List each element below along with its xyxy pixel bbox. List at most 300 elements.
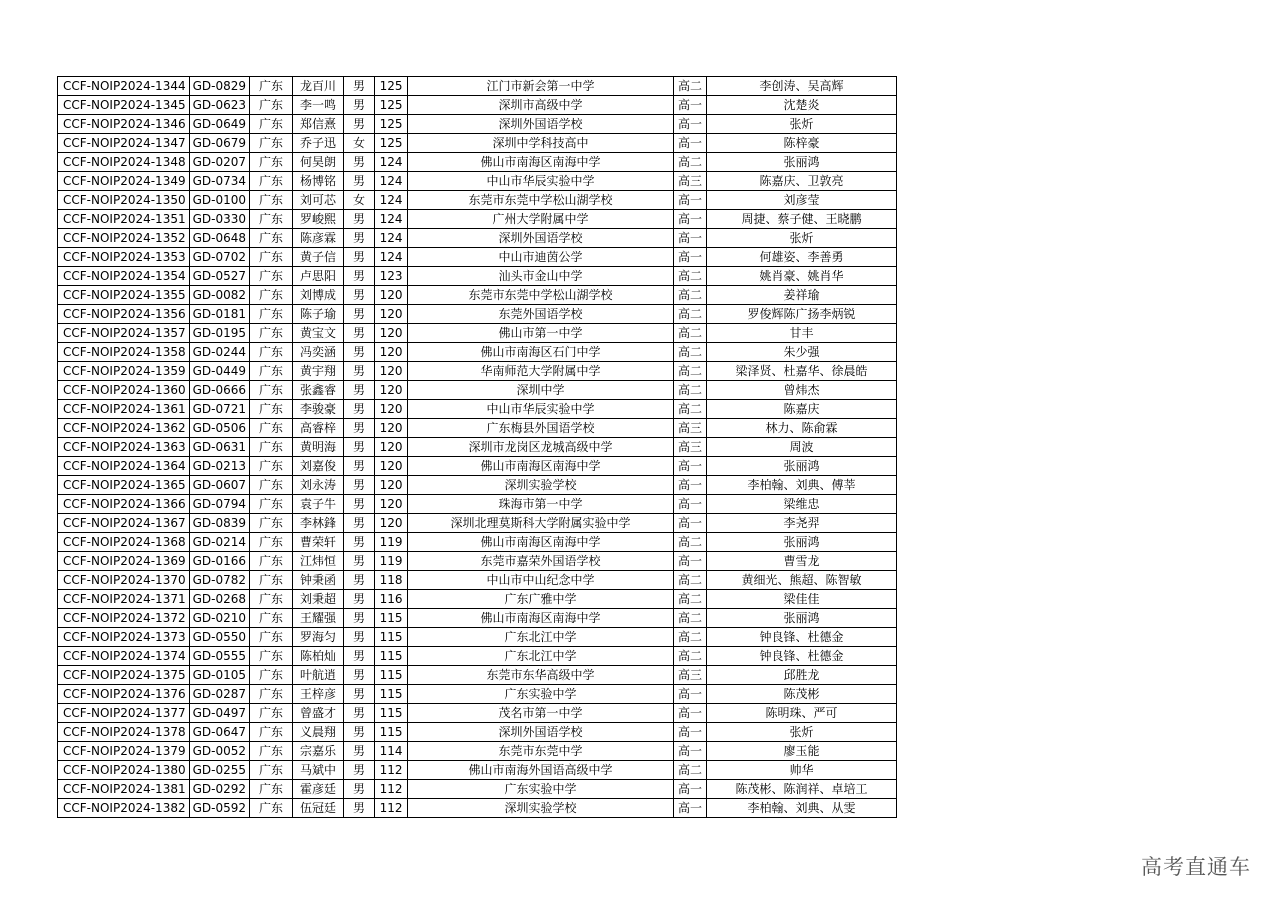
cell-score: 120 — [375, 495, 408, 514]
cell-name: 黄宇翔 — [293, 362, 344, 381]
table-row — [58, 609, 897, 628]
cell-name: 张鑫睿 — [293, 381, 344, 400]
cell-name: 陈柏灿 — [293, 647, 344, 666]
cell-school: 佛山市第一中学 — [408, 324, 674, 343]
cell-province: 广东 — [250, 723, 293, 742]
cell-registration-code: GD-0666 — [189, 381, 249, 400]
cell-registration-code: GD-0829 — [189, 77, 249, 96]
cell-participant-id: CCF-NOIP2024-1375 — [58, 666, 190, 685]
cell-gender: 男 — [344, 96, 375, 115]
cell-grade: 高一 — [674, 96, 707, 115]
cell-school: 深圳市龙岗区龙城高级中学 — [408, 438, 674, 457]
cell-province: 广东 — [250, 761, 293, 780]
cell-name: 江炜恒 — [293, 552, 344, 571]
cell-gender: 女 — [344, 134, 375, 153]
cell-name: 卢思阳 — [293, 267, 344, 286]
cell-gender: 男 — [344, 552, 375, 571]
table-row — [58, 324, 897, 343]
table-row — [58, 742, 897, 761]
cell-school: 珠海市第一中学 — [408, 495, 674, 514]
cell-coach: 梁泽贤、杜嘉华、徐晨皓 — [707, 362, 897, 381]
cell-grade: 高三 — [674, 438, 707, 457]
cell-gender: 男 — [344, 704, 375, 723]
cell-gender: 男 — [344, 343, 375, 362]
cell-participant-id: CCF-NOIP2024-1376 — [58, 685, 190, 704]
watermark-text: 高考直通车 — [1141, 855, 1251, 879]
cell-name: 曹荣轩 — [293, 533, 344, 552]
cell-gender: 男 — [344, 324, 375, 343]
cell-coach: 黄细光、熊超、陈智敏 — [707, 571, 897, 590]
cell-province: 广东 — [250, 210, 293, 229]
cell-participant-id: CCF-NOIP2024-1352 — [58, 229, 190, 248]
cell-school: 深圳中学科技高中 — [408, 134, 674, 153]
cell-coach: 陈嘉庆 — [707, 400, 897, 419]
cell-coach: 刘彦莹 — [707, 191, 897, 210]
cell-coach: 罗俊辉陈广扬李炳锐 — [707, 305, 897, 324]
cell-gender: 男 — [344, 229, 375, 248]
cell-name: 陈子瑜 — [293, 305, 344, 324]
table-row — [58, 647, 897, 666]
cell-grade: 高二 — [674, 77, 707, 96]
cell-coach: 沈楚炎 — [707, 96, 897, 115]
cell-name: 李林鋒 — [293, 514, 344, 533]
table-row — [58, 267, 897, 286]
cell-registration-code: GD-0497 — [189, 704, 249, 723]
cell-grade: 高一 — [674, 780, 707, 799]
cell-school: 东莞市东莞中学松山湖学校 — [408, 191, 674, 210]
cell-grade: 高二 — [674, 153, 707, 172]
table-row — [58, 704, 897, 723]
cell-participant-id: CCF-NOIP2024-1344 — [58, 77, 190, 96]
cell-score: 118 — [375, 571, 408, 590]
cell-coach: 钟良锋、杜德金 — [707, 647, 897, 666]
cell-gender: 男 — [344, 780, 375, 799]
cell-gender: 男 — [344, 77, 375, 96]
cell-name: 曾盛才 — [293, 704, 344, 723]
table-row — [58, 799, 897, 818]
cell-name: 刘秉超 — [293, 590, 344, 609]
cell-gender: 男 — [344, 742, 375, 761]
cell-coach: 梁佳佳 — [707, 590, 897, 609]
cell-coach: 梁维忠 — [707, 495, 897, 514]
cell-school: 佛山市南海区南海中学 — [408, 533, 674, 552]
results-table-body — [58, 77, 897, 818]
cell-school: 中山市华辰实验中学 — [408, 172, 674, 191]
cell-gender: 男 — [344, 761, 375, 780]
cell-province: 广东 — [250, 400, 293, 419]
cell-school: 东莞外国语学校 — [408, 305, 674, 324]
cell-name: 郑信熹 — [293, 115, 344, 134]
cell-registration-code: GD-0550 — [189, 628, 249, 647]
cell-gender: 男 — [344, 628, 375, 647]
cell-province: 广东 — [250, 191, 293, 210]
cell-school: 广东梅县外国语学校 — [408, 419, 674, 438]
cell-registration-code: GD-0592 — [189, 799, 249, 818]
cell-coach: 姜祥瑜 — [707, 286, 897, 305]
cell-participant-id: CCF-NOIP2024-1373 — [58, 628, 190, 647]
cell-registration-code: GD-0607 — [189, 476, 249, 495]
cell-score: 120 — [375, 286, 408, 305]
cell-participant-id: CCF-NOIP2024-1365 — [58, 476, 190, 495]
table-row — [58, 77, 897, 96]
table-row — [58, 96, 897, 115]
cell-province: 广东 — [250, 476, 293, 495]
cell-score: 125 — [375, 96, 408, 115]
table-row — [58, 761, 897, 780]
cell-school: 佛山市南海区南海中学 — [408, 609, 674, 628]
cell-participant-id: CCF-NOIP2024-1355 — [58, 286, 190, 305]
cell-coach: 张丽鸿 — [707, 609, 897, 628]
cell-grade: 高二 — [674, 647, 707, 666]
cell-registration-code: GD-0207 — [189, 153, 249, 172]
table-row — [58, 476, 897, 495]
cell-gender: 男 — [344, 571, 375, 590]
table-row — [58, 685, 897, 704]
cell-coach: 周捷、蔡子健、王晓鹏 — [707, 210, 897, 229]
cell-coach: 陈嘉庆、卫敦亮 — [707, 172, 897, 191]
cell-school: 深圳中学 — [408, 381, 674, 400]
cell-registration-code: GD-0721 — [189, 400, 249, 419]
cell-grade: 高三 — [674, 419, 707, 438]
cell-coach: 张丽鸿 — [707, 533, 897, 552]
cell-school: 佛山市南海外国语高级中学 — [408, 761, 674, 780]
cell-province: 广东 — [250, 419, 293, 438]
cell-name: 李一鸣 — [293, 96, 344, 115]
cell-name: 黄明海 — [293, 438, 344, 457]
cell-score: 123 — [375, 267, 408, 286]
table-row — [58, 115, 897, 134]
cell-name: 杨博铭 — [293, 172, 344, 191]
cell-score: 120 — [375, 438, 408, 457]
cell-province: 广东 — [250, 685, 293, 704]
cell-registration-code: GD-0649 — [189, 115, 249, 134]
cell-province: 广东 — [250, 628, 293, 647]
cell-registration-code: GD-0082 — [189, 286, 249, 305]
table-row — [58, 153, 897, 172]
cell-score: 114 — [375, 742, 408, 761]
table-row — [58, 457, 897, 476]
cell-gender: 男 — [344, 419, 375, 438]
cell-coach: 陈明珠、严可 — [707, 704, 897, 723]
cell-province: 广东 — [250, 609, 293, 628]
cell-grade: 高二 — [674, 571, 707, 590]
cell-province: 广东 — [250, 248, 293, 267]
cell-grade: 高二 — [674, 362, 707, 381]
cell-gender: 男 — [344, 533, 375, 552]
cell-province: 广东 — [250, 799, 293, 818]
cell-coach: 姚肖豪、姚肖华 — [707, 267, 897, 286]
cell-name: 钟秉函 — [293, 571, 344, 590]
cell-gender: 男 — [344, 381, 375, 400]
cell-province: 广东 — [250, 780, 293, 799]
cell-participant-id: CCF-NOIP2024-1369 — [58, 552, 190, 571]
cell-grade: 高一 — [674, 248, 707, 267]
table-row — [58, 495, 897, 514]
cell-name: 义晨翔 — [293, 723, 344, 742]
cell-score: 115 — [375, 723, 408, 742]
cell-school: 佛山市南海区南海中学 — [408, 153, 674, 172]
cell-score: 120 — [375, 400, 408, 419]
cell-registration-code: GD-0244 — [189, 343, 249, 362]
cell-province: 广东 — [250, 229, 293, 248]
cell-registration-code: GD-0527 — [189, 267, 249, 286]
cell-participant-id: CCF-NOIP2024-1356 — [58, 305, 190, 324]
table-row — [58, 286, 897, 305]
cell-name: 宗嘉乐 — [293, 742, 344, 761]
cell-province: 广东 — [250, 381, 293, 400]
cell-province: 广东 — [250, 324, 293, 343]
cell-province: 广东 — [250, 666, 293, 685]
cell-gender: 男 — [344, 457, 375, 476]
cell-registration-code: GD-0181 — [189, 305, 249, 324]
cell-score: 124 — [375, 229, 408, 248]
cell-school: 广东实验中学 — [408, 780, 674, 799]
cell-school: 东莞市东莞中学 — [408, 742, 674, 761]
cell-name: 刘永涛 — [293, 476, 344, 495]
cell-province: 广东 — [250, 77, 293, 96]
cell-score: 125 — [375, 115, 408, 134]
cell-grade: 高二 — [674, 381, 707, 400]
table-row — [58, 590, 897, 609]
cell-grade: 高一 — [674, 229, 707, 248]
cell-province: 广东 — [250, 457, 293, 476]
cell-gender: 男 — [344, 400, 375, 419]
cell-gender: 男 — [344, 286, 375, 305]
cell-school: 广东实验中学 — [408, 685, 674, 704]
cell-score: 124 — [375, 191, 408, 210]
cell-name: 李骏豪 — [293, 400, 344, 419]
cell-registration-code: GD-0647 — [189, 723, 249, 742]
cell-school: 江门市新会第一中学 — [408, 77, 674, 96]
cell-registration-code: GD-0105 — [189, 666, 249, 685]
cell-province: 广东 — [250, 742, 293, 761]
cell-participant-id: CCF-NOIP2024-1366 — [58, 495, 190, 514]
cell-coach: 张炘 — [707, 229, 897, 248]
cell-grade: 高二 — [674, 761, 707, 780]
cell-school: 深圳实验学校 — [408, 476, 674, 495]
cell-school: 深圳外国语学校 — [408, 723, 674, 742]
cell-coach: 李尧羿 — [707, 514, 897, 533]
cell-grade: 高一 — [674, 704, 707, 723]
cell-province: 广东 — [250, 495, 293, 514]
table-row — [58, 666, 897, 685]
cell-registration-code: GD-0449 — [189, 362, 249, 381]
cell-participant-id: CCF-NOIP2024-1377 — [58, 704, 190, 723]
cell-registration-code: GD-0268 — [189, 590, 249, 609]
cell-name: 冯奕涵 — [293, 343, 344, 362]
cell-grade: 高二 — [674, 305, 707, 324]
cell-participant-id: CCF-NOIP2024-1368 — [58, 533, 190, 552]
cell-coach: 曾炜杰 — [707, 381, 897, 400]
cell-score: 120 — [375, 343, 408, 362]
cell-coach: 李柏翰、刘典、傅莘 — [707, 476, 897, 495]
cell-grade: 高一 — [674, 115, 707, 134]
cell-score: 120 — [375, 419, 408, 438]
results-table — [57, 76, 897, 818]
cell-grade: 高二 — [674, 400, 707, 419]
cell-school: 深圳外国语学校 — [408, 115, 674, 134]
cell-coach: 周波 — [707, 438, 897, 457]
table-row — [58, 210, 897, 229]
cell-name: 陈彦霖 — [293, 229, 344, 248]
cell-grade: 高二 — [674, 343, 707, 362]
cell-school: 深圳北理莫斯科大学附属实验中学 — [408, 514, 674, 533]
cell-grade: 高一 — [674, 685, 707, 704]
table-row — [58, 172, 897, 191]
cell-school: 广州大学附属中学 — [408, 210, 674, 229]
cell-registration-code: GD-0623 — [189, 96, 249, 115]
cell-grade: 高一 — [674, 799, 707, 818]
cell-coach: 朱少强 — [707, 343, 897, 362]
cell-score: 120 — [375, 381, 408, 400]
cell-name: 马斌中 — [293, 761, 344, 780]
cell-school: 汕头市金山中学 — [408, 267, 674, 286]
table-row — [58, 362, 897, 381]
cell-registration-code: GD-0330 — [189, 210, 249, 229]
cell-participant-id: CCF-NOIP2024-1360 — [58, 381, 190, 400]
cell-grade: 高二 — [674, 628, 707, 647]
cell-coach: 陈茂彬 — [707, 685, 897, 704]
cell-gender: 男 — [344, 476, 375, 495]
cell-score: 115 — [375, 647, 408, 666]
table-row — [58, 419, 897, 438]
cell-score: 124 — [375, 248, 408, 267]
cell-grade: 高一 — [674, 514, 707, 533]
cell-grade: 高一 — [674, 552, 707, 571]
cell-name: 高睿梓 — [293, 419, 344, 438]
cell-participant-id: CCF-NOIP2024-1370 — [58, 571, 190, 590]
cell-participant-id: CCF-NOIP2024-1364 — [58, 457, 190, 476]
cell-name: 罗海匀 — [293, 628, 344, 647]
cell-score: 115 — [375, 704, 408, 723]
table-row — [58, 191, 897, 210]
cell-grade: 高一 — [674, 457, 707, 476]
cell-participant-id: CCF-NOIP2024-1371 — [58, 590, 190, 609]
cell-score: 119 — [375, 533, 408, 552]
cell-participant-id: CCF-NOIP2024-1362 — [58, 419, 190, 438]
cell-coach: 林力、陈俞霖 — [707, 419, 897, 438]
cell-coach: 何雄姿、李善勇 — [707, 248, 897, 267]
cell-grade: 高一 — [674, 134, 707, 153]
cell-score: 120 — [375, 476, 408, 495]
cell-gender: 男 — [344, 267, 375, 286]
cell-gender: 男 — [344, 590, 375, 609]
cell-gender: 男 — [344, 172, 375, 191]
table-row — [58, 533, 897, 552]
cell-registration-code: GD-0214 — [189, 533, 249, 552]
cell-score: 115 — [375, 685, 408, 704]
cell-score: 124 — [375, 172, 408, 191]
cell-province: 广东 — [250, 115, 293, 134]
cell-name: 何昊朗 — [293, 153, 344, 172]
cell-gender: 男 — [344, 723, 375, 742]
cell-school: 中山市华辰实验中学 — [408, 400, 674, 419]
table-row — [58, 552, 897, 571]
cell-registration-code: GD-0287 — [189, 685, 249, 704]
cell-registration-code: GD-0631 — [189, 438, 249, 457]
table-row — [58, 229, 897, 248]
table-row — [58, 134, 897, 153]
cell-gender: 男 — [344, 609, 375, 628]
cell-gender: 男 — [344, 647, 375, 666]
cell-participant-id: CCF-NOIP2024-1357 — [58, 324, 190, 343]
cell-coach: 帅华 — [707, 761, 897, 780]
cell-coach: 钟良锋、杜德金 — [707, 628, 897, 647]
cell-participant-id: CCF-NOIP2024-1347 — [58, 134, 190, 153]
cell-coach: 李创涛、吴高辉 — [707, 77, 897, 96]
cell-school: 东莞市嘉荣外国语学校 — [408, 552, 674, 571]
cell-gender: 男 — [344, 685, 375, 704]
cell-registration-code: GD-0166 — [189, 552, 249, 571]
cell-score: 125 — [375, 134, 408, 153]
cell-participant-id: CCF-NOIP2024-1379 — [58, 742, 190, 761]
cell-name: 伍冠廷 — [293, 799, 344, 818]
cell-province: 广东 — [250, 134, 293, 153]
cell-school: 东莞市东华高级中学 — [408, 666, 674, 685]
cell-school: 深圳外国语学校 — [408, 229, 674, 248]
cell-registration-code: GD-0794 — [189, 495, 249, 514]
cell-registration-code: GD-0734 — [189, 172, 249, 191]
cell-registration-code: GD-0292 — [189, 780, 249, 799]
cell-name: 龙百川 — [293, 77, 344, 96]
cell-gender: 男 — [344, 438, 375, 457]
cell-grade: 高三 — [674, 172, 707, 191]
cell-school: 中山市迪茵公学 — [408, 248, 674, 267]
cell-coach: 李柏翰、刘典、从雯 — [707, 799, 897, 818]
cell-province: 广东 — [250, 647, 293, 666]
table-row — [58, 514, 897, 533]
table-row — [58, 343, 897, 362]
cell-province: 广东 — [250, 172, 293, 191]
cell-participant-id: CCF-NOIP2024-1359 — [58, 362, 190, 381]
cell-grade: 高二 — [674, 267, 707, 286]
cell-registration-code: GD-0679 — [189, 134, 249, 153]
cell-grade: 高二 — [674, 324, 707, 343]
table-row — [58, 400, 897, 419]
cell-school: 深圳实验学校 — [408, 799, 674, 818]
cell-participant-id: CCF-NOIP2024-1382 — [58, 799, 190, 818]
cell-participant-id: CCF-NOIP2024-1349 — [58, 172, 190, 191]
cell-province: 广东 — [250, 552, 293, 571]
cell-grade: 高二 — [674, 590, 707, 609]
cell-coach: 陈茂彬、陈润祥、卓培工 — [707, 780, 897, 799]
cell-participant-id: CCF-NOIP2024-1367 — [58, 514, 190, 533]
cell-score: 120 — [375, 305, 408, 324]
cell-participant-id: CCF-NOIP2024-1374 — [58, 647, 190, 666]
cell-province: 广东 — [250, 571, 293, 590]
cell-gender: 男 — [344, 362, 375, 381]
cell-score: 124 — [375, 153, 408, 172]
cell-gender: 女 — [344, 191, 375, 210]
cell-participant-id: CCF-NOIP2024-1346 — [58, 115, 190, 134]
cell-province: 广东 — [250, 286, 293, 305]
cell-grade: 高二 — [674, 533, 707, 552]
cell-coach: 甘丰 — [707, 324, 897, 343]
cell-score: 120 — [375, 324, 408, 343]
cell-province: 广东 — [250, 590, 293, 609]
cell-participant-id: CCF-NOIP2024-1381 — [58, 780, 190, 799]
cell-coach: 廖玉能 — [707, 742, 897, 761]
cell-score: 115 — [375, 628, 408, 647]
cell-registration-code: GD-0195 — [189, 324, 249, 343]
cell-participant-id: CCF-NOIP2024-1354 — [58, 267, 190, 286]
cell-name: 黄子信 — [293, 248, 344, 267]
cell-gender: 男 — [344, 115, 375, 134]
cell-province: 广东 — [250, 153, 293, 172]
cell-grade: 高一 — [674, 210, 707, 229]
cell-score: 112 — [375, 780, 408, 799]
cell-participant-id: CCF-NOIP2024-1378 — [58, 723, 190, 742]
